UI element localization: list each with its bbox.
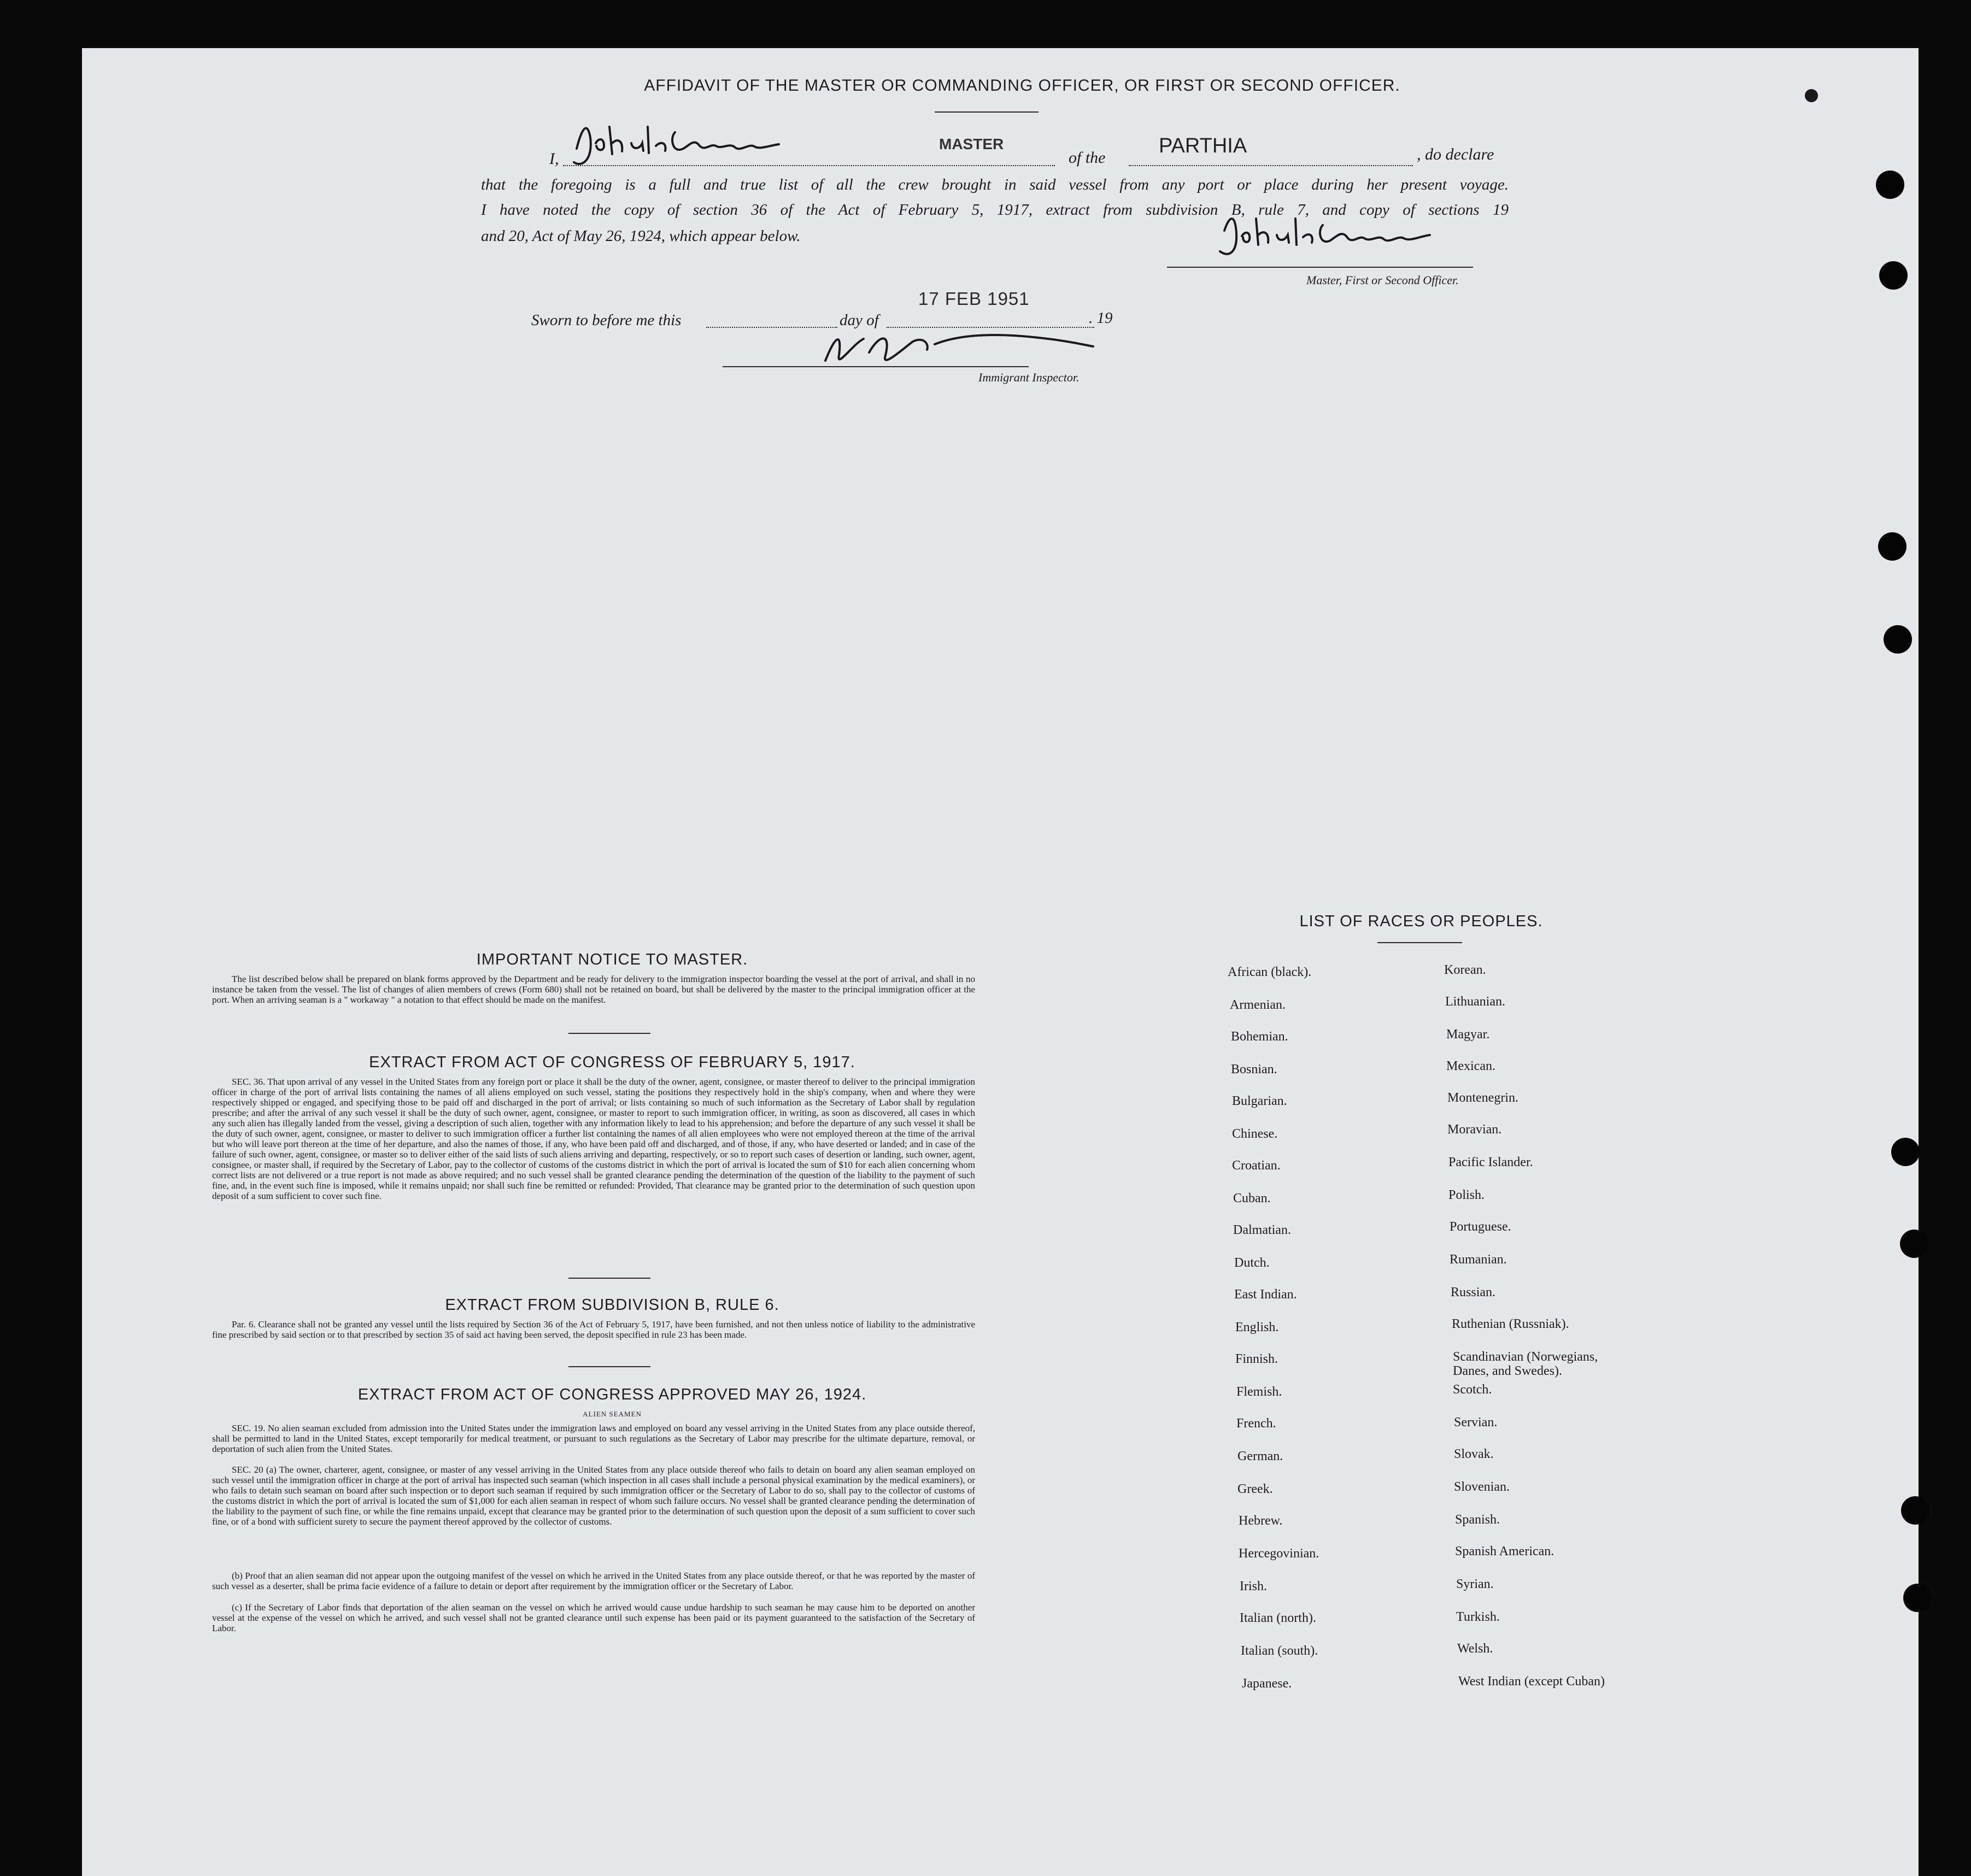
race-item: Syrian. (1456, 1577, 1494, 1591)
i-label: I, (549, 150, 559, 168)
vessel-name: PARTHIA (1159, 134, 1247, 157)
extract-1924-subtitle: ALIEN SEAMEN (583, 1410, 642, 1418)
extract-1924-title: EXTRACT FROM ACT OF CONGRESS APPROVED MAY 26, 1924. (357, 1386, 867, 1403)
race-item: Scandinavian (Norwegians, Danes, and Swedes). (1453, 1350, 1598, 1378)
extract-1924-sec20c: (c) If the Secretary of Labor finds that deportation of the alien seaman on the vessel on which he arrived would cause undue hardship to such seaman he may cause him to be deported on another vessel at the expense of the vessel on which he arrived, and such vessel shall not be granted clearance until such expense has been paid or its payment guaranteed to the satisfaction of the Secretary of Labor. (212, 1602, 975, 1633)
race-item: Greek. (1237, 1482, 1273, 1496)
declaration-line-3: and 20, Act of May 26, 1924, which appear below. (481, 227, 801, 245)
race-item: West Indian (except Cuban) (1458, 1674, 1605, 1689)
master-signature-line (1167, 267, 1473, 268)
race-item: Finnish. (1235, 1352, 1278, 1366)
race-item: Bulgarian. (1232, 1094, 1287, 1108)
extract-1917-title: EXTRACT FROM ACT OF CONGRESS OF FEBRUARY 5, 1917. (369, 1054, 855, 1071)
race-item: Slovenian. (1454, 1480, 1510, 1494)
extract-1924-sec20b: (b) Proof that an alien seaman did not appear upon the outgoing manifest of the vessel on which he arrived in the United States from any place outside thereof, or that he was reported by the master of such vessel as a deserter, shall be prima facie evidence of a failure to detain or deport after requirement by the immigration officer or the Secretary of Labor. (212, 1571, 975, 1591)
punch-hole-icon (1876, 170, 1904, 199)
race-item: Ruthenian (Russniak). (1452, 1317, 1569, 1331)
race-item: Armenian. (1230, 998, 1286, 1012)
race-item: Dutch. (1234, 1256, 1270, 1270)
race-item: Croatian. (1232, 1158, 1281, 1173)
punch-hole-icon (1900, 1230, 1928, 1258)
day-of-label: day of (840, 311, 879, 329)
race-item: Hebrew. (1239, 1514, 1283, 1528)
inspector-caption: Immigrant Inspector. (978, 371, 1080, 384)
races-title: LIST OF RACES OR PEOPLES. (1299, 913, 1543, 930)
rank-field: MASTER (939, 136, 1004, 152)
inspector-signature-icon (820, 322, 1104, 372)
extract-rule6-divider (568, 1366, 650, 1367)
race-item: Moravian. (1447, 1122, 1502, 1137)
punch-hole-icon (1879, 261, 1908, 290)
extract-rule6-title: EXTRACT FROM SUBDIVISION B, RULE 6. (445, 1296, 779, 1314)
master-signature-icon (1213, 209, 1454, 263)
race-item: Italian (south). (1241, 1644, 1318, 1658)
punch-hole-icon (1903, 1584, 1932, 1612)
race-item: Bosnian. (1231, 1062, 1277, 1077)
races-divider (1377, 942, 1462, 943)
race-item: Russian. (1451, 1285, 1496, 1299)
year-prefix: . 19 (1089, 309, 1113, 327)
punch-hole-icon (1884, 625, 1912, 654)
punch-hole-icon (1878, 532, 1907, 561)
race-item: Portuguese. (1450, 1220, 1511, 1234)
master-signature-icon (566, 116, 806, 170)
race-item: Dalmatian. (1233, 1223, 1291, 1237)
race-item: Italian (north). (1240, 1611, 1316, 1625)
title-divider (935, 111, 1039, 113)
notice-title: IMPORTANT NOTICE TO MASTER. (476, 951, 748, 968)
race-item: Polish. (1448, 1188, 1485, 1202)
race-item: Rumanian. (1450, 1252, 1507, 1267)
extract-rule6-text: Par. 6. Clearance shall not be granted any vessel until the lists required by Section 36 of the Act of February 5, 1917, have been furnished, and not then unless notice of liability to the administrative fine prescribed by said section or to that prescribed by section 35 of said act having been served, the deposit specified in rule 23 has been made. (212, 1319, 975, 1340)
race-item: Spanish American. (1455, 1544, 1554, 1559)
punch-hole-icon (1901, 1496, 1929, 1525)
race-item: Chinese. (1232, 1127, 1278, 1141)
race-item: Lithuanian. (1445, 995, 1505, 1009)
do-declare-label: , do declare (1417, 145, 1494, 163)
race-item: Spanish. (1455, 1513, 1500, 1527)
declaration-line-1: that the foregoing is a full and true list of all the crew brought in said vessel from any port or place during her present voyage. (481, 176, 1509, 193)
affidavit-title: AFFIDAVIT OF THE MASTER OR COMMANDING OFFICER, OR FIRST OR SECOND OFFICER. (644, 77, 1400, 95)
declaration-line-2: I have noted the copy of section 36 of the Act of February 5, 1917, extract from subdivision B, rule 7, and copy of sections 19 (481, 201, 1509, 219)
race-item: Irish. (1240, 1579, 1267, 1593)
race-item: English. (1235, 1320, 1279, 1334)
vessel-line (1129, 165, 1413, 166)
race-item: Welsh. (1457, 1642, 1493, 1656)
race-item: Scotch. (1453, 1383, 1492, 1397)
race-item: Montenegrin. (1447, 1091, 1518, 1105)
race-item: German. (1237, 1449, 1283, 1463)
race-item: Slovak. (1454, 1447, 1494, 1461)
race-item: Pacific Islander. (1448, 1155, 1533, 1169)
inspector-signature-line (723, 366, 1029, 367)
race-item: Mexican. (1446, 1059, 1495, 1073)
extract-1924-sec19: SEC. 19. No alien seaman excluded from admission into the United States under the immigration laws and employed on board any vessel arriving in the United States from any place outside thereof, shall be permitted to land in the United States, except temporarily for medical treatment, or pursuant to such regulations as the Secretary of Labor may prescribe for the ultimate departure, removal, or deportation of such alien from the United States. (212, 1423, 975, 1454)
race-item: Japanese. (1242, 1677, 1292, 1691)
punch-hole-icon (1891, 1138, 1920, 1166)
of-the-label: of the (1069, 149, 1106, 167)
notice-divider (568, 1033, 650, 1034)
master-caption: Master, First or Second Officer. (1306, 273, 1459, 287)
race-item: Hercegovinian. (1239, 1546, 1319, 1561)
punch-hole-icon (1805, 89, 1818, 102)
sworn-day-line (706, 327, 837, 328)
race-item: Korean. (1444, 963, 1486, 977)
race-item: East Indian. (1234, 1287, 1297, 1302)
extract-1917-text: SEC. 36. That upon arrival of any vessel in the United States from any foreign port or place it shall be the duty of the owner, agent, consignee, or master thereof to deliver to the principal immigration officer in charge of the port of arrival lists containing the names of all aliens employed on such vessel, stating the positions they respectively hold in the ship's company, when and where they were respectively shipped or engaged, and specifying those to be paid off and discharged in the port of arrival; or lists containing so much of such information as the Secretary of Labor shall by regulation prescribe; and after the arrival of any such vessel it shall be the duty of such owner, agent, consignee, or master to report to such immigration officer, in writing, as soon as discovered, all cases in which any such alien has illegally landed from the vessel, giving a description of such alien, together with any information likely to lead to his apprehension; and before the departure of any such vessel it shall be the duty of such owner, agent, consignee, or master to deliver to such immigration officer a further list containing the names of all alien employees who were not employed thereon at the time of the arrival but who will leave port thereon at the time of her departure, and also the names of those, if any, who have been paid off and discharged, and of those, if any, who have deserted or landed; and in case of the failure of such owner, agent, consignee, or master so to deliver either of the said lists of such aliens arriving and departing, respectively, or so to report such cases of desertion or landing, such owner, agent, consignee, or master shall, if required by the Secretary of Labor, pay to the collector of customs of the customs district in which the port of arrival is located the sum of $10 for each alien concerning whom correct lists are not delivered or a true report is not made as above required; and no such vessel shall be granted clearance pending the determination of the question of the liability to the payment of such fine, and, in the event such fine is imposed, while it remains unpaid; nor shall such fine be remitted or refunded: Provided, That clearance may be granted prior to the determination of such question upon deposit of a sum sufficient to cover such fine. (212, 1077, 975, 1201)
race-item: Bohemian. (1231, 1030, 1288, 1044)
notice-text: The list described below shall be prepared on blank forms approved by the Department and be ready for delivery to the immigration inspector boarding the vessel at the port of arrival, and shall in no instance be taken from the vessel. The list of changes of alien members of crews (Form 680) shall not be retained on board, but shall be delivered by the master to the principal immigration officer at the port. When an arriving seaman is a " workaway " a notation to that effect should be made on the manifest. (212, 974, 975, 1005)
race-item: Flemish. (1236, 1385, 1282, 1399)
date-stamp: 17 FEB 1951 (918, 289, 1030, 309)
sworn-label: Sworn to before me this (531, 311, 682, 329)
race-item: African (black). (1228, 965, 1312, 979)
race-item: Servian. (1454, 1415, 1498, 1430)
race-item: Cuban. (1233, 1191, 1271, 1205)
extract-1924-sec20a: SEC. 20 (a) The owner, charterer, agent, consignee, or master of any vessel arriving in the United States from any place outside thereof who fails to detain on board any alien seaman employed on such vessel until the immigration officer in charge at the port of arrival has inspected such seaman (which inspection in all cases shall include a personal physical examination by the medical examiners), or who fails to detain such seaman on board after such inspection or to deport such seaman if required by such immigration officer or the Secretary of Labor to do so, shall pay to the collector of customs of the customs district in which the port of arrival is located the sum of $1,000 for each alien seaman in respect of whom such failure occurs. No vessel shall be granted clearance pending the determination of the liability to the payment of such fine, or while the fine remains unpaid, except that clearance may be granted prior to the determination of such question upon the deposit of a sum sufficient to cover such fine, or of a bond with sufficient surety to secure the payment thereof approved by the collector of customs. (212, 1465, 975, 1527)
race-item: Magyar. (1446, 1027, 1490, 1042)
race-item: Turkish. (1456, 1610, 1500, 1624)
race-item: French. (1236, 1416, 1276, 1431)
extract-1917-divider (568, 1278, 650, 1279)
